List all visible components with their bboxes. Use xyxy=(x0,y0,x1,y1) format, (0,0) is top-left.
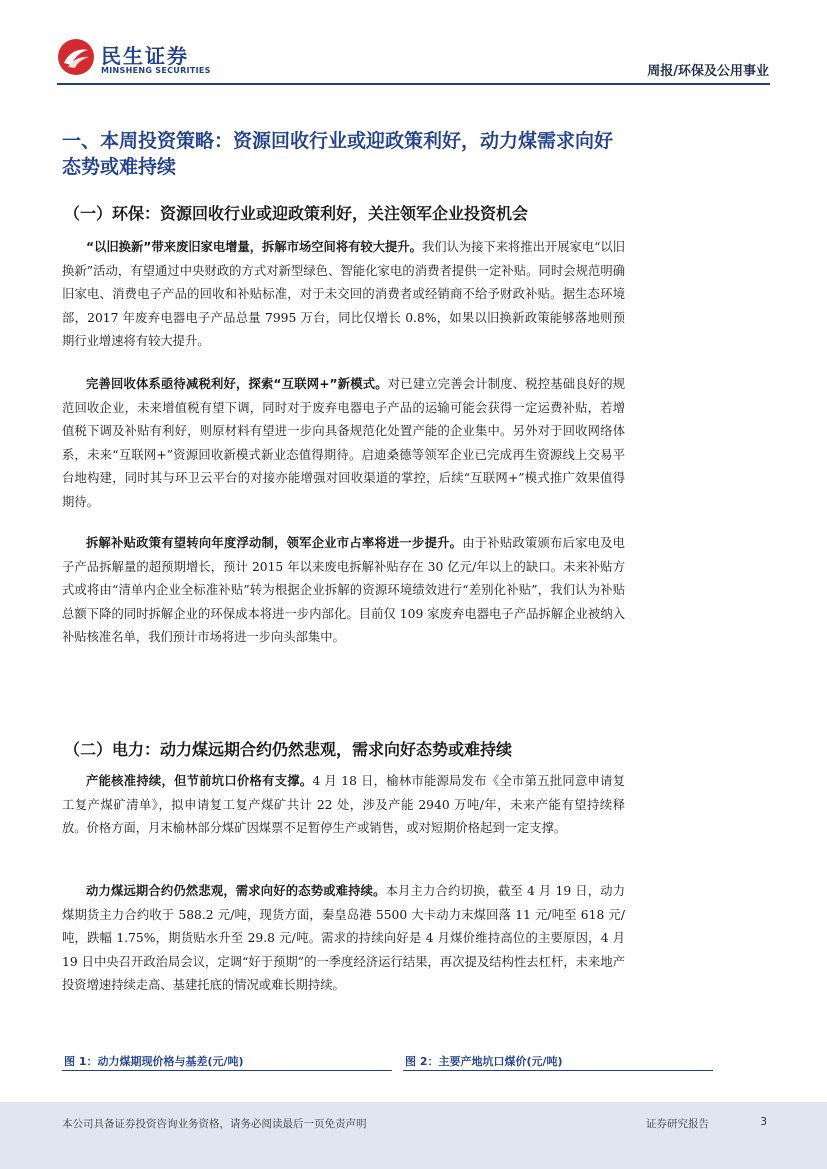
figure-divider xyxy=(403,1070,713,1071)
paragraph-lead: 产能核准持续，但节前坑口价格有支撑。 xyxy=(86,774,313,788)
figure-caption-1: 图 1：动力煤期现价格与基差(元/吨) xyxy=(64,1055,244,1068)
header-divider xyxy=(57,83,770,85)
page-number: 3 xyxy=(760,1116,767,1128)
logo-chinese-name: 民生证券 xyxy=(101,44,189,68)
paragraph-lead: “以旧换新”带来废旧家电增量，拆解市场空间将有较大提升。 xyxy=(86,240,422,254)
paragraph xyxy=(62,532,625,650)
paragraph-lead: 动力煤远期合约仍然悲观，需求向好的态势或难持续。 xyxy=(86,884,386,898)
paragraph-body: 由于补贴政策颁布后家电及电子产品拆解量的超预期增长，预计 2015 年以来废电拆解补贴存在 30 亿元/年以上的缺口。未来补贴方式或将由“清单内企业全标准补贴”转为根据企业拆解的资源环境绩效进行“差别化补贴”，我们认为补贴总额下降的同时拆解企业的环保成本将进一步内部化。目前仅 109 家废弃电器电子产品拆解企业被纳入补贴核准名单，我们预计市场将进一步向头部集中。 xyxy=(62,536,625,644)
paragraph xyxy=(62,236,625,354)
paragraph-body: 4 月 18 日，榆林市能源局发布《全市第五批同意申请复工复产煤矿清单》，拟申请复工复产煤矿共计 22 处，涉及产能 2940 万吨/年，未来产能有望持续释放。价格方面，月末榆林部分煤矿因煤票不足暂停生产或销售，或对短期价格起到一定支撑。 xyxy=(62,774,625,835)
paragraph-lead: 拆解补贴政策有望转向年度浮动制，领军企业市占率将进一步提升。 xyxy=(86,536,463,550)
minsheng-logo-icon xyxy=(57,38,95,76)
report-category: 周报/环保及公用事业 xyxy=(647,64,769,79)
page-footer xyxy=(0,1102,827,1169)
footer-disclaimer: 本公司具备证券投资咨询业务资格，请务必阅读最后一页免责声明 xyxy=(62,1118,367,1130)
paragraph xyxy=(62,373,625,514)
subsection-title-power: （二）电力：动力煤远期合约仍然悲观，需求向好态势或难持续 xyxy=(64,740,513,759)
footer-report-type: 证券研究报告 xyxy=(646,1118,709,1130)
figure-divider xyxy=(62,1070,392,1071)
logo-english-name: MINSHENG SECURITIES xyxy=(101,66,211,75)
subsection-title-environment: （一）环保：资源回收行业或迎政策利好，关注领军企业投资机会 xyxy=(64,204,529,223)
paragraph xyxy=(62,770,625,841)
company-logo xyxy=(57,38,217,80)
paragraph xyxy=(62,880,625,998)
section-title: 一、本周投资策略：资源回收行业或迎政策利好，动力煤需求向好态势或难持续 xyxy=(62,130,614,178)
figure-caption-2: 图 2：主要产地坑口煤价(元/吨) xyxy=(405,1055,563,1068)
paragraph-body: 本月主力合约切换，截至 4 月 19 日，动力煤期货主力合约收于 588.2 元/吨，现货方面，秦皇岛港 5500 大卡动力末煤回落 11 元/吨至 618 元/吨，跌幅 1.75%，期货贴水升至 29.8 元/吨。需求的持续向好是 4 月煤价维持高位的主要原因，4 月 19 日中央召开政治局会议，定调“好于预期”的一季度经济运行结果，再次提及结构性去杠杆，未来地产投资增速持续走高、基建托底的情况或难长期持续。 xyxy=(62,884,625,992)
paragraph-body: 我们认为接下来将推出开展家电“以旧换新”活动，有望通过中央财政的方式对新型绿色、智能化家电的消费者提供一定补贴。同时会规范明确旧家电、消费电子产品的回收和补贴标准，对于未交回的消费者或经销商不给予财政补贴。据生态环境部，2017 年废弃电器电子产品总量 7995 万台，同比仅增长 0.8%，如果以旧换新政策能够落地则预期行业增速将有较大提升。 xyxy=(62,240,625,348)
paragraph-body: 对已建立完善会计制度、税控基础良好的规范回收企业，未来增值税有望下调，同时对于废弃电器电子产品的运输可能会获得一定运费补贴，若增值税下调及补贴有利好，则原材料有望进一步向具备规范化处置产能的企业集中。另外对于回收网络体系，未来“互联网+”资源回收新模式新业态值得期待。启迪桑德等领军企业已完成再生资源线上交易平台地构建，同时其与环卫云平台的对接亦能增强对回收渠道的掌控，后续“互联网+”模式推广效果值得期待。 xyxy=(62,377,625,509)
paragraph-lead: 完善回收体系亟待减税利好，探索“互联网+”新模式。 xyxy=(86,377,388,391)
